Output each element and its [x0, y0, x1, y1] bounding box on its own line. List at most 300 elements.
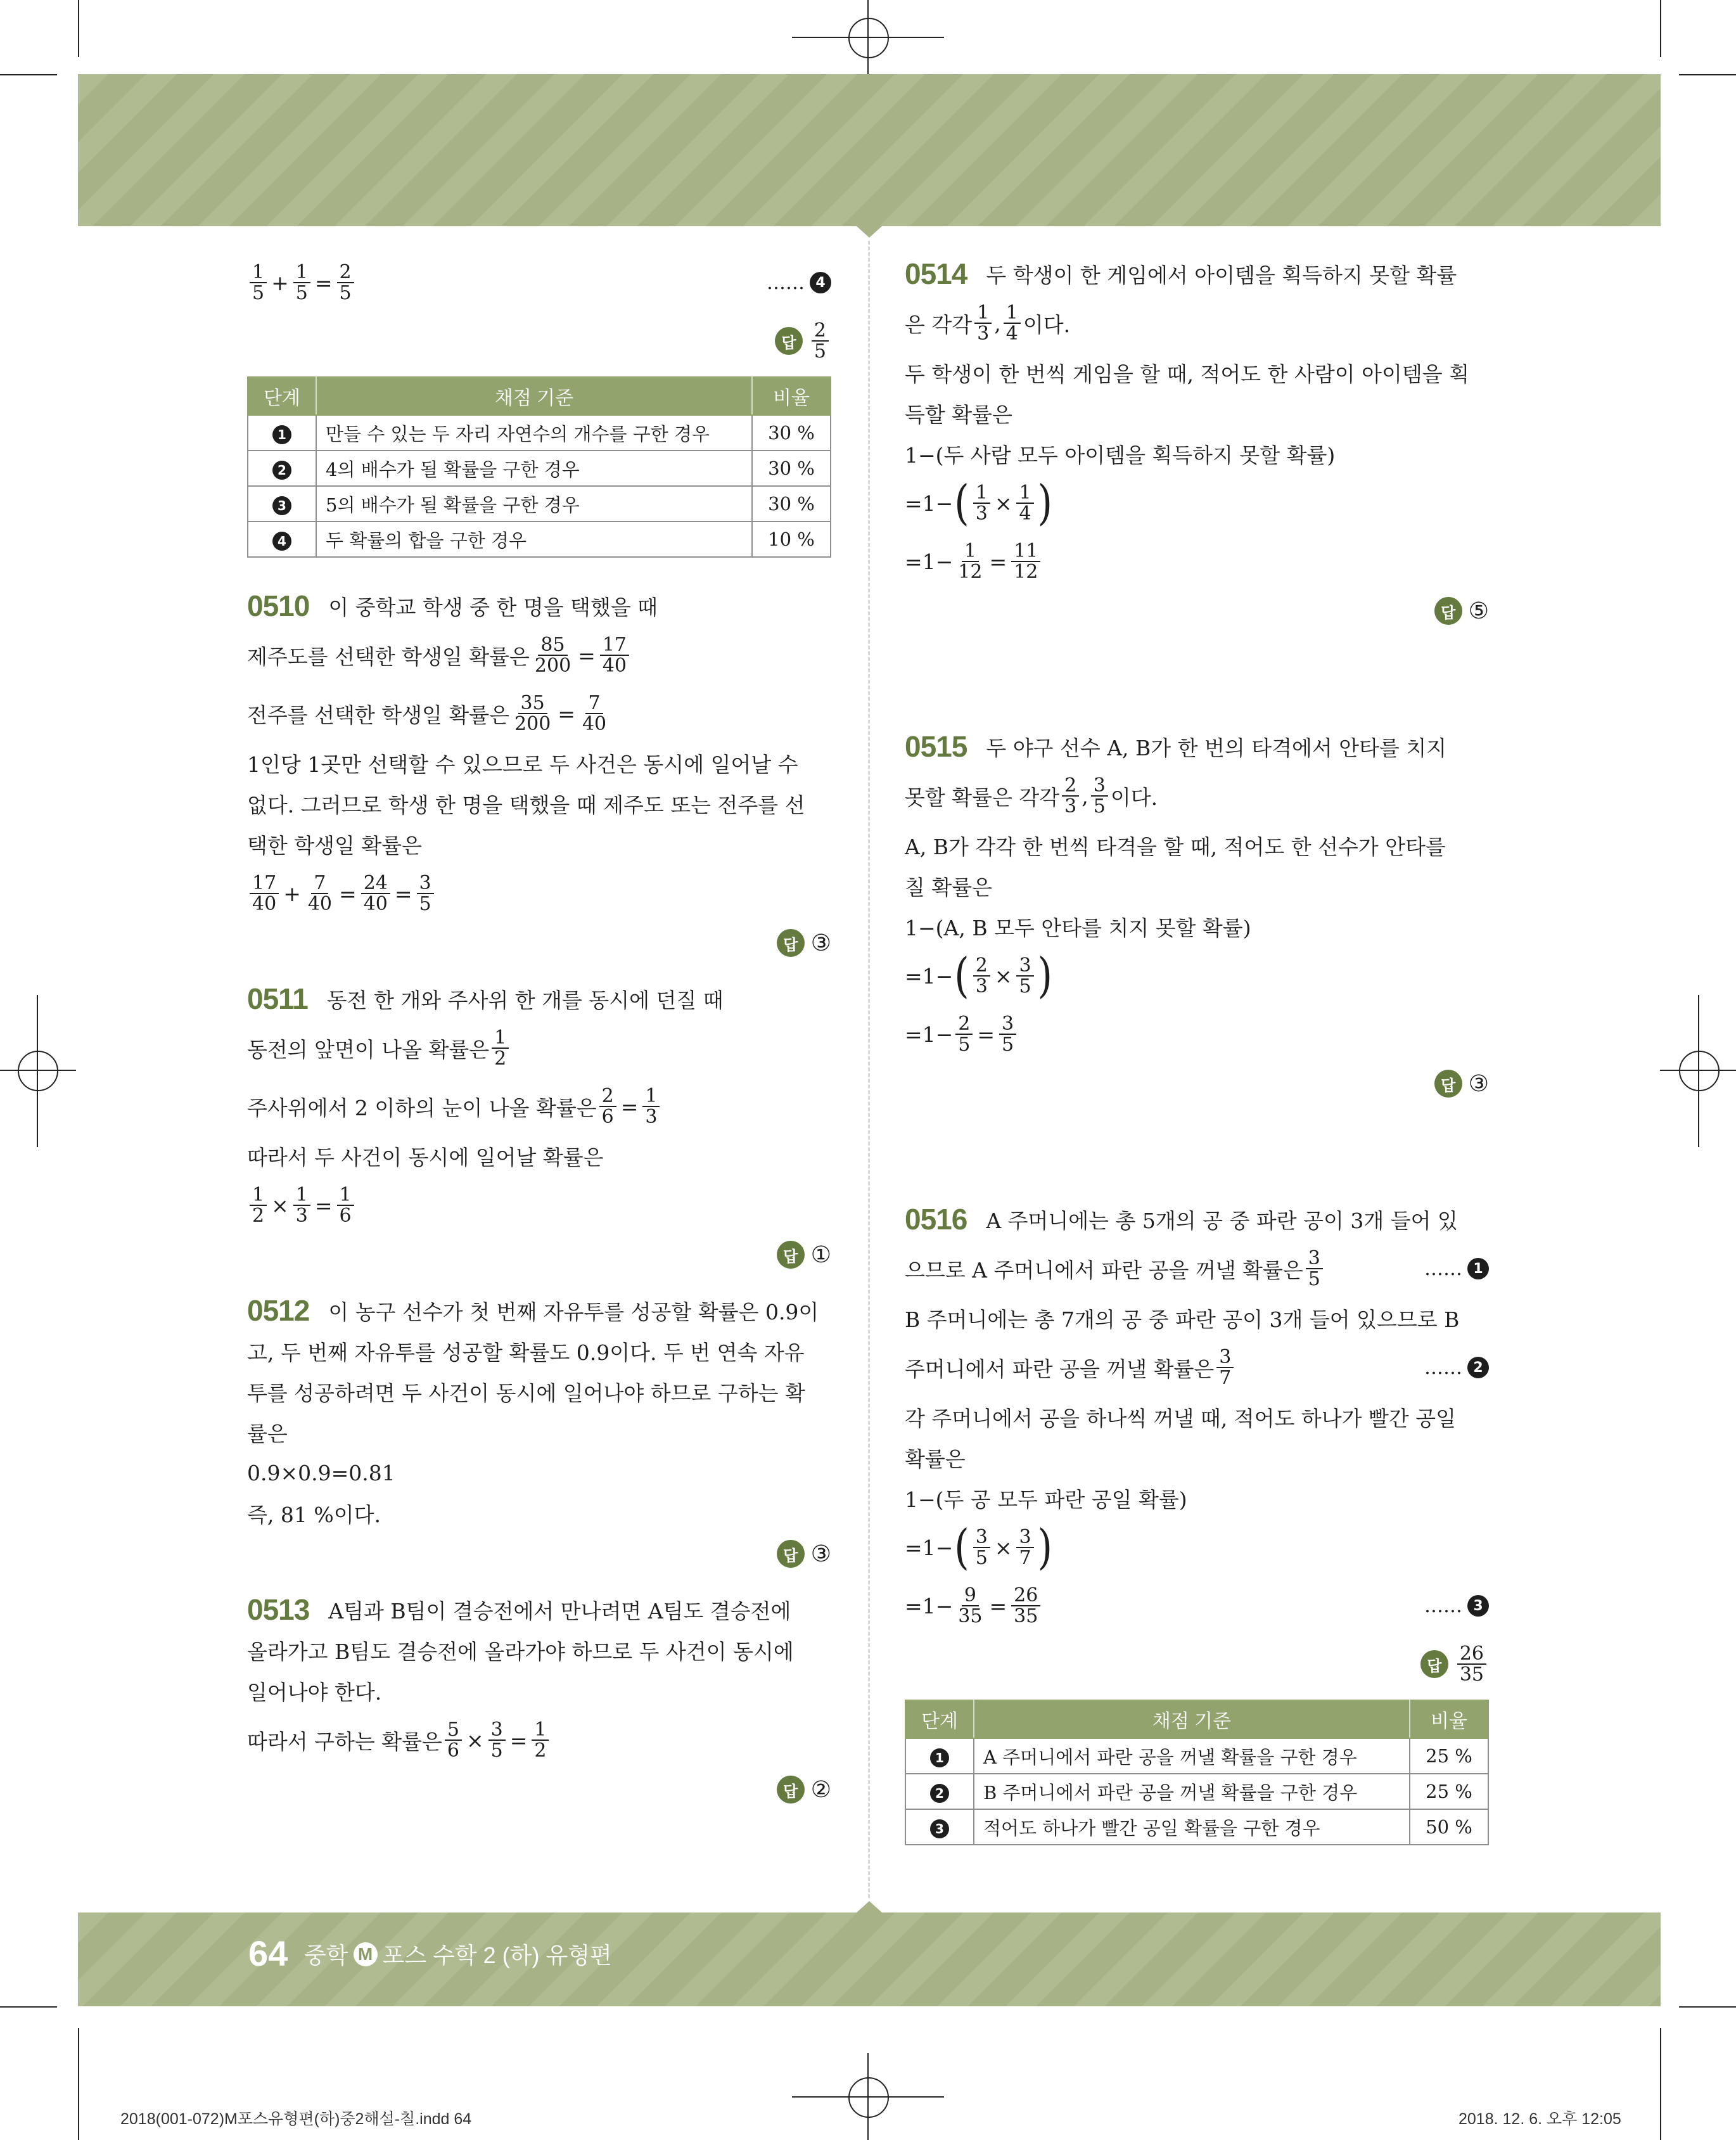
denominator: 3 — [295, 1205, 308, 1227]
text-line: 고, 두 번째 자유투를 성공할 확률도 0.9이다. 두 번 연속 자유 — [247, 1340, 805, 1365]
header-band — [78, 74, 1661, 226]
answer-choice: ③ — [810, 930, 831, 956]
denominator: 5 — [958, 1034, 971, 1056]
answer-badge-icon: 답 — [777, 1241, 805, 1269]
operator: = — [558, 701, 575, 726]
text-line: 0.9×0.9=0.81 — [247, 1460, 395, 1485]
ratio-cell: 10 % — [752, 522, 831, 557]
footer-notch — [857, 1901, 882, 1913]
answer-badge-icon: 답 — [777, 929, 805, 957]
denominator: 35 — [1014, 1605, 1038, 1627]
problem-0515-heading — [905, 726, 1489, 767]
denominator: 200 — [534, 655, 571, 677]
criteria-cell: 적어도 하나가 빨간 공일 확률을 구한 경우 — [974, 1809, 1410, 1845]
denominator: 5 — [295, 282, 308, 304]
text-line: 따라서 두 사건이 동시에 일어날 확률은 — [247, 1144, 604, 1170]
fraction — [1091, 776, 1108, 817]
left-column — [247, 253, 831, 1810]
fraction — [599, 1086, 616, 1127]
step-number-icon: 2 — [272, 461, 291, 480]
operator: = — [989, 549, 1007, 574]
problem-number: 0516 — [905, 1203, 967, 1236]
step-cell — [905, 1738, 974, 1774]
fraction — [293, 262, 310, 304]
fraction — [1016, 956, 1033, 997]
fraction — [250, 873, 279, 914]
dots: …… — [1424, 1356, 1462, 1379]
denominator: 5 — [339, 282, 352, 304]
fraction — [488, 1720, 506, 1761]
denominator: 40 — [363, 893, 388, 915]
table-row — [905, 1809, 1488, 1845]
denominator: 6 — [601, 1106, 614, 1128]
fraction — [445, 1720, 462, 1761]
text-line: A, B가 각각 한 번씩 타격을 할 때, 적어도 한 선수가 안타를 — [905, 834, 1446, 859]
step-cell — [905, 1809, 974, 1845]
denominator: 40 — [602, 655, 627, 677]
numerator: 1 — [973, 483, 990, 504]
fraction — [532, 635, 573, 676]
step-marker — [767, 272, 831, 294]
problem-number: 0515 — [905, 730, 967, 763]
fraction — [250, 1185, 267, 1226]
criteria-cell: B 주머니에서 파란 공을 꺼낼 확률을 구한 경우 — [974, 1774, 1410, 1809]
fraction — [955, 541, 985, 582]
numerator: 2 — [1062, 776, 1079, 797]
answer-badge-icon: 답 — [775, 327, 803, 355]
column-header: 단계 — [905, 1700, 974, 1738]
problem-0516-heading — [905, 1199, 1489, 1240]
fraction — [973, 1527, 990, 1568]
numerator: 1 — [962, 541, 979, 563]
step-number-icon: 3 — [930, 1819, 949, 1838]
problem-0511-heading — [247, 978, 831, 1019]
denominator: 6 — [339, 1205, 352, 1227]
numerator: 1 — [974, 303, 992, 324]
numerator: 2 — [337, 262, 354, 284]
fraction — [973, 956, 990, 997]
ratio-cell: 25 % — [1410, 1738, 1488, 1774]
table-row — [905, 1738, 1488, 1774]
step-cell — [248, 415, 316, 451]
numerator: 11 — [1011, 541, 1040, 563]
text: 은 각각 — [905, 312, 973, 337]
denominator: 2 — [534, 1740, 547, 1762]
equation — [905, 1518, 1489, 1577]
answer-badge-icon: 답 — [1434, 1070, 1462, 1098]
answer-badge-icon: 답 — [1420, 1650, 1448, 1678]
denominator: 5 — [814, 340, 826, 362]
operator: = — [394, 881, 412, 906]
numerator: 5 — [445, 1720, 462, 1741]
book-title-suffix: 포스 수학 2 (하) 유형편 — [382, 1942, 612, 1968]
text-line: 득할 확률은 — [905, 402, 1012, 427]
step-number-icon: 4 — [810, 272, 831, 293]
ratio-cell: 30 % — [752, 486, 831, 522]
operator: = — [989, 1593, 1007, 1618]
text-line: 즉, 81 %이다. — [247, 1502, 381, 1527]
text: 이다. — [1110, 785, 1158, 810]
denominator: 5 — [1093, 795, 1106, 817]
paren: ( — [954, 475, 969, 531]
step-cell — [248, 522, 316, 557]
text: =1− — [905, 549, 954, 574]
numerator: 2 — [599, 1086, 616, 1108]
numerator: 2 — [812, 321, 829, 342]
book-title-prefix: 중학 — [304, 1942, 348, 1968]
fraction — [1016, 483, 1033, 524]
answer-badge-icon: 답 — [777, 1776, 805, 1804]
text-line: 올라가고 B팀도 결승전에 올라가야 하므로 두 사건이 동시에 — [247, 1639, 794, 1664]
operator: + — [271, 270, 289, 295]
numerator: 7 — [311, 873, 328, 895]
denominator: 3 — [975, 975, 988, 997]
step-number-icon: 2 — [1467, 1357, 1489, 1378]
denominator: 3 — [975, 503, 988, 525]
answer-choice: ② — [810, 1776, 831, 1803]
step-number-icon: 4 — [272, 532, 291, 551]
problem-0513-heading — [247, 1589, 831, 1630]
numerator: 1 — [293, 262, 310, 284]
denominator: 12 — [958, 561, 983, 583]
denominator: 40 — [252, 893, 277, 915]
problem-0510-heading — [247, 586, 831, 626]
text-line: A팀과 B팀이 결승전에서 만나려면 A팀도 결승전에 — [328, 1598, 791, 1624]
numerator: 1 — [492, 1028, 509, 1049]
criteria-cell: 5의 배수가 될 확률을 구한 경우 — [316, 486, 752, 522]
numerator: 35 — [518, 693, 547, 715]
operator: = — [620, 1094, 639, 1119]
text-line: 투를 성공하려면 두 사건이 동시에 일어나야 하므로 구하는 확 — [247, 1380, 805, 1406]
ratio-cell: 30 % — [752, 415, 831, 451]
imprint-filename: 2018(001-072)M포스유형편(하)중2해설-칠.indd 64 — [120, 2110, 472, 2128]
numerator: 1 — [642, 1086, 660, 1108]
denominator: 2 — [494, 1048, 507, 1070]
column-header: 비율 — [752, 377, 831, 415]
step-cell — [905, 1774, 974, 1809]
fraction — [812, 321, 829, 362]
dots: …… — [1424, 1594, 1462, 1617]
table-row — [248, 451, 831, 486]
operator: = — [314, 270, 333, 295]
text-line: 1−(A, B 모두 안타를 치지 못할 확률) — [905, 915, 1251, 940]
equation — [247, 1176, 831, 1234]
problem-number: 0512 — [247, 1294, 310, 1327]
paren: ) — [1037, 948, 1052, 1004]
numerator: 24 — [361, 873, 390, 895]
text-line: B 주머니에는 총 7개의 공 중 파란 공이 3개 들어 있으므로 B — [905, 1307, 1460, 1332]
fraction — [532, 1720, 549, 1761]
text: 주사위에서 2 이하의 눈이 나올 확률은 — [247, 1095, 597, 1120]
step-number-icon: 3 — [1467, 1595, 1489, 1617]
fraction — [1011, 541, 1040, 582]
text-line — [247, 1019, 831, 1077]
text-line: 확률은 — [905, 1446, 966, 1471]
step-marker — [1424, 1357, 1489, 1379]
column-header: 채점 기준 — [974, 1700, 1410, 1738]
numerator: 2 — [955, 1014, 973, 1035]
equation — [247, 864, 831, 923]
table-header-row — [248, 377, 831, 415]
text-line: 두 학생이 한 게임에서 아이템을 획득하지 못할 확률 — [986, 262, 1457, 288]
equation — [247, 1711, 831, 1769]
numerator: 7 — [585, 693, 603, 715]
denominator: 2 — [252, 1205, 265, 1227]
numerator: 2 — [973, 956, 990, 977]
operator: = — [578, 643, 596, 668]
text: =1− — [905, 1593, 954, 1618]
ratio-cell: 25 % — [1410, 1774, 1488, 1809]
imprint-timestamp: 2018. 12. 6. 오후 12:05 — [1458, 2110, 1621, 2128]
answer — [247, 1234, 831, 1275]
numerator: 3 — [1091, 776, 1108, 797]
numerator: 1 — [250, 1185, 267, 1207]
fraction — [642, 1086, 660, 1127]
answer-choice: ③ — [810, 1541, 831, 1567]
denominator: 35 — [958, 1605, 983, 1627]
table-row — [248, 415, 831, 451]
text-line — [247, 684, 831, 743]
book-title — [304, 1938, 612, 1970]
numerator: 1 — [250, 262, 267, 284]
fraction — [955, 1586, 985, 1627]
equation — [905, 947, 1489, 1005]
answer — [905, 1063, 1489, 1104]
answer — [905, 1635, 1489, 1693]
fraction — [361, 873, 390, 914]
text-line: 1인당 1곳만 선택할 수 있으므로 두 사건은 동시에 일어날 수 — [247, 752, 798, 777]
page-number: 64 — [248, 1933, 288, 1973]
answer — [247, 1534, 831, 1574]
numerator: 3 — [1216, 1347, 1234, 1369]
denominator: 200 — [514, 713, 551, 735]
text: 따라서 구하는 확률은 — [247, 1729, 442, 1754]
numerator: 1 — [337, 1185, 354, 1207]
table-row — [248, 486, 831, 522]
step-number-icon: 2 — [930, 1784, 949, 1803]
text-line: 택한 학생일 확률은 — [247, 833, 423, 858]
numerator: 1 — [1004, 303, 1021, 324]
fraction — [1306, 1248, 1323, 1290]
problem-number: 0513 — [247, 1593, 310, 1626]
answer-choice: ③ — [1468, 1070, 1489, 1097]
text-line: 이 중학교 학생 중 한 명을 택했을 때 — [328, 594, 658, 620]
text: 못할 확률은 각각 — [905, 785, 1060, 810]
header-notch — [857, 226, 882, 238]
text: =1− — [905, 490, 954, 516]
numerator: 17 — [600, 635, 629, 657]
text: 으므로 A 주머니에서 파란 공을 꺼낼 확률은 — [905, 1257, 1303, 1283]
numerator: 3 — [1016, 1527, 1033, 1549]
problem-number: 0510 — [247, 589, 310, 622]
fraction — [1016, 1527, 1033, 1568]
fraction — [1216, 1347, 1234, 1388]
step-marker — [1424, 1595, 1489, 1617]
column-header: 비율 — [1410, 1700, 1488, 1738]
answer-badge-icon: 답 — [777, 1540, 805, 1568]
text: =1− — [905, 963, 954, 989]
operator: = — [314, 1193, 333, 1218]
numerator: 3 — [488, 1720, 506, 1741]
denominator: 5 — [1002, 1034, 1014, 1056]
fraction — [955, 1014, 973, 1055]
fraction — [1004, 303, 1021, 344]
text: =1− — [905, 1022, 954, 1047]
denominator: 7 — [1219, 1367, 1232, 1389]
numerator: 9 — [962, 1586, 979, 1607]
equation — [905, 532, 1489, 591]
paren: ) — [1037, 475, 1052, 531]
scoring-table — [905, 1700, 1489, 1845]
table-row — [248, 522, 831, 557]
answer — [247, 923, 831, 963]
denominator: 35 — [1459, 1663, 1484, 1686]
criteria-cell: 두 확률의 합을 구한 경우 — [316, 522, 752, 557]
problem-0512-heading — [247, 1290, 831, 1331]
answer — [247, 312, 831, 370]
fraction — [1011, 1586, 1040, 1627]
denominator: 5 — [975, 1547, 988, 1569]
numerator: 85 — [538, 635, 567, 657]
denominator: 5 — [1308, 1268, 1320, 1290]
text: 전주를 선택한 학생일 확률은 — [247, 702, 510, 727]
answer-choice: ⑤ — [1468, 598, 1489, 624]
text: 이다. — [1023, 312, 1071, 337]
text-line — [905, 1338, 1489, 1397]
text-line: 두 학생이 한 번씩 게임을 할 때, 적어도 한 사람이 아이템을 획 — [905, 361, 1469, 387]
text-line: 1−(두 사람 모두 아이템을 획득하지 못할 확률) — [905, 442, 1336, 468]
scoring-table — [247, 376, 831, 558]
numerator: 26 — [1457, 1644, 1486, 1665]
paren: ( — [954, 1520, 969, 1575]
table-header-row — [905, 1700, 1488, 1738]
denominator: 40 — [582, 713, 607, 735]
numerator: 3 — [1306, 1248, 1323, 1270]
step-number-icon: 3 — [272, 496, 291, 515]
denominator: 5 — [419, 893, 431, 915]
numerator: 3 — [417, 873, 434, 895]
problem-0514-heading — [905, 253, 1489, 294]
numerator: 3 — [1016, 956, 1033, 977]
dots: …… — [1424, 1257, 1462, 1280]
denominator: 6 — [447, 1740, 459, 1762]
text-line: 1−(두 공 모두 파란 공일 확률) — [905, 1487, 1187, 1512]
column-header: 채점 기준 — [316, 377, 752, 415]
text: =1− — [905, 1535, 954, 1560]
text-line — [905, 767, 1489, 825]
numerator: 1 — [293, 1185, 310, 1207]
separator: , — [1082, 783, 1088, 809]
separator: , — [994, 311, 1001, 336]
paren: ) — [1037, 1520, 1052, 1575]
text-line: 없다. 그러므로 학생 한 명을 택했을 때 제주도 또는 전주를 선 — [247, 792, 805, 817]
answer-choice: ① — [810, 1241, 831, 1268]
paren: ( — [954, 948, 969, 1004]
operator: + — [283, 881, 301, 906]
denominator: 5 — [1019, 975, 1031, 997]
denominator: 4 — [1019, 503, 1031, 525]
numerator: 3 — [999, 1014, 1016, 1035]
column-header: 단계 — [248, 377, 316, 415]
equation — [905, 474, 1489, 532]
criteria-cell: 만들 수 있는 두 자리 자연수의 개수를 구한 경우 — [316, 415, 752, 451]
fraction — [1062, 776, 1079, 817]
fraction — [973, 483, 990, 524]
numerator: 17 — [250, 873, 279, 895]
fraction — [580, 693, 609, 734]
denominator: 40 — [307, 893, 333, 915]
fraction — [974, 303, 992, 344]
text-line — [905, 294, 1489, 352]
text-line: 두 야구 선수 A, B가 한 번의 타격에서 안타를 치지 — [986, 735, 1447, 760]
fraction — [417, 873, 434, 914]
text-line — [247, 1077, 831, 1136]
denominator: 3 — [1064, 795, 1077, 817]
text-line: 률은 — [247, 1421, 288, 1446]
operator: = — [339, 881, 357, 906]
operator: = — [509, 1727, 528, 1753]
criteria-cell: A 주머니에서 파란 공을 꺼낼 확률을 구한 경우 — [974, 1738, 1410, 1774]
text-line: 이 농구 선수가 첫 번째 자유투를 성공할 확률은 0.9이 — [328, 1299, 819, 1324]
continued-equation — [247, 253, 831, 312]
right-column — [905, 253, 1489, 1845]
operator: × — [271, 1193, 289, 1218]
ratio-cell: 50 % — [1410, 1809, 1488, 1845]
step-number-icon: 1 — [930, 1748, 949, 1767]
dots: …… — [767, 271, 805, 294]
fraction — [293, 1185, 310, 1226]
text-line: A 주머니에는 총 5개의 공 중 파란 공이 3개 들어 있 — [986, 1208, 1458, 1233]
problem-number: 0511 — [247, 982, 308, 1015]
step-cell — [248, 486, 316, 522]
problem-number: 0514 — [905, 257, 967, 290]
fraction — [1457, 1644, 1486, 1685]
text-line: 일어나야 한다. — [247, 1679, 382, 1705]
text-line: 칠 확률은 — [905, 875, 993, 900]
text-line — [905, 1240, 1489, 1298]
numerator: 1 — [532, 1720, 549, 1741]
operator: = — [977, 1022, 995, 1047]
answer — [905, 591, 1489, 631]
fraction — [512, 693, 553, 734]
denominator: 5 — [252, 282, 265, 304]
text: 제주도를 선택한 학생일 확률은 — [247, 644, 530, 669]
text: 동전의 앞면이 나올 확률은 — [247, 1037, 490, 1062]
operator: × — [994, 1535, 1012, 1560]
text: 주머니에서 파란 공을 꺼낼 확률은 — [905, 1356, 1215, 1381]
denominator: 5 — [490, 1740, 503, 1762]
denominator: 3 — [977, 323, 990, 345]
step-cell — [248, 451, 316, 486]
fraction — [305, 873, 335, 914]
center-fold-line — [868, 241, 870, 1898]
answer — [247, 1769, 831, 1810]
table-row — [905, 1774, 1488, 1809]
numerator: 26 — [1011, 1586, 1040, 1607]
fraction — [999, 1014, 1016, 1055]
denominator: 3 — [645, 1106, 658, 1128]
operator: × — [994, 963, 1012, 989]
step-marker — [1424, 1258, 1489, 1280]
m-logo-icon: M — [354, 1942, 378, 1966]
step-number-icon: 1 — [272, 425, 291, 444]
step-number-icon: 1 — [1467, 1258, 1489, 1279]
criteria-cell: 4의 배수가 될 확률을 구한 경우 — [316, 451, 752, 486]
answer-badge-icon: 답 — [1434, 597, 1462, 625]
equation — [905, 1577, 1489, 1635]
equation — [905, 1005, 1489, 1063]
numerator: 3 — [973, 1527, 990, 1549]
